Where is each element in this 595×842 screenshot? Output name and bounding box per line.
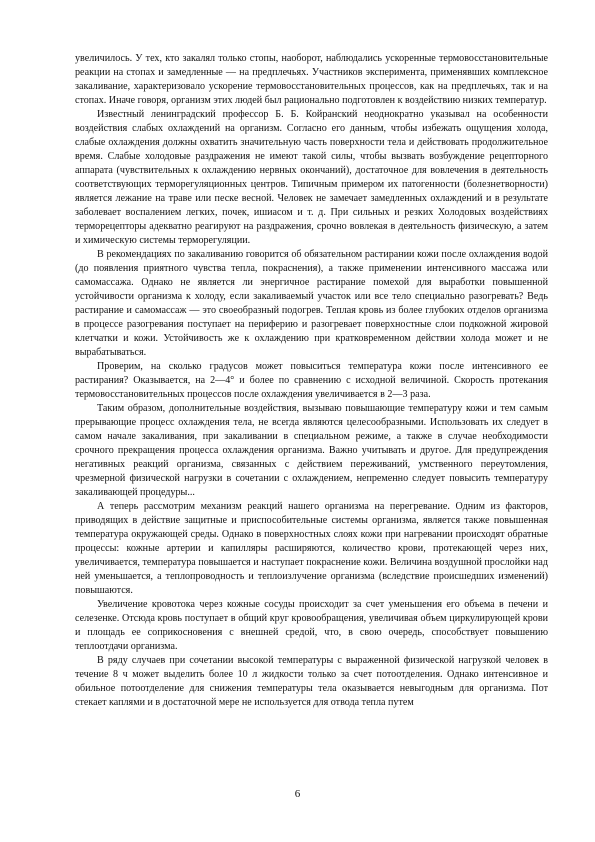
body-text <box>75 52 548 710</box>
page-number: 6 <box>294 788 301 800</box>
paragraph-5: Таким образом, дополнительные воздействия, вызываю повышающие температуру кожи и тем самым прерывающие процесс охлаждения тела, не всегда являются целесообразными. Использовать их следует в самом начале закаливания, при закаливании в специальном режиме, а также в случае необходимости срочного прекращения процесса охлаждения организма. Важно учитывать и другое. Для предупреждения негативных реакций организма, связанных с действием переживаний, умственного переутомления, чрезмерной физической нагрузки в сочетании с охлаждением, непременно следует повысить температуру закаливающей процедуры... <box>75 403 548 498</box>
paragraph-1: увеличилось. У тех, кто закалял только стопы, наоборот, наблюдались ускоренные термовосстановительные реакции на стопах и замедленные — на предплечьях. Участников эксперимента, применявших комплексное закаливание, характеризовало ускорение термовосстановительных процессов, как на предплечьях, так и на стопах. Иначе говоря, организм этих людей был рационально подготовлен к воздействию низких температур. <box>75 53 548 106</box>
paragraph-6: А теперь рассмотрим механизм реакций нашего организма на перегревание. Одним из факторов, приводящих в действие защитные и приспособительные системы организма, является также повышенная температура окружающей среды. Однако в поверхностных слоях кожи при нагревании происходят обратные процессы: кожные артерии и капилляры расширяются, количество крови, протекающей через них, увеличивается, температура повышается и наступает покраснение кожи. Величина воздушной прослойки над ней уменьшается, а теплопроводность и теплоизлучение организма (вследствие происшедших изменений) повышаются. <box>75 501 548 596</box>
paragraph-8: В ряду случаев при сочетании высокой температуры с выраженной физической нагрузкой человек в течение 8 ч может выделить более 10 л жидкости только за счет потоотделения. Однако интенсивное и обильное потоотделение для снижения температуры тела оказывается невыгодным для организма. Пот стекает каплями и в достаточной мере не используется для отвода тепла путем <box>75 655 548 708</box>
paragraph-2: Известный ленинградский профессор Б. Б. Койранский неоднократно указывал на особенности воздействия слабых охлаждений на организм. Согласно его данным, чтобы избежать ощущения холода, слабые охлаждения должны охватить значительную часть поверхности тела и действовать продолжительное время. Слабые холодовые раздражения не имеют такой силы, чтобы вызвать возбуждение рецепторного аппарата (чувствительных к охлаждению нервных окончаний), достаточное для вовлечения в деятельность соответствующих терморегуляционных центров. Типичным примером их патогенности (болезнетворности) является лежание на траве или песке весной. Человек не замечает замедленных охлаждений и в результате заболевает воспалением легких, почек, ишиасом и т. д. При сильных и резких Холодовых воздействиях терморецепторы адекватно реагируют на раздражения, срочно вовлекая в деятельность физическую, а затем и химическую системы терморегуляции. <box>75 109 548 246</box>
paragraph-4: Проверим, на сколько градусов может повыситься температура кожи после интенсивного ее растирания? Оказывается, на 2—4° и более по сравнению с исходной величиной. Скорость протекания термовосстановительных процессов после охлаждения увеличивается в 2—3 раза. <box>75 361 548 400</box>
paragraph-3: В рекомендациях по закаливанию говорится об обязательном растирании кожи после охлаждения водой (до появления приятного чувства тепла, покраснения), а также применении интенсивного массажа или самомассажа. Однако не является ли энергичное растирание помехой для выработки повышенной устойчивости организма к холоду, если закаливаемый участок или все тело специально разогревать? Ведь растирание и самомассаж — это своеобразный подогрев. Теплая кровь из более глубоких отделов организма в процессе разогревания поступает на периферию и разогревает поверхностные слои подкожной жировой клетчатки и кожи. Устойчивость же к охлаждению при кратковременном действии холода может и не вырабатываться. <box>75 249 548 358</box>
paragraph-7: Увеличение кровотока через кожные сосуды происходит за счет уменьшения его объема в печени и селезенке. Отсюда кровь поступает в общий круг кровообращения, увеличивая объем циркулирующей крови и площадь ее соприкосновения с внешней средой, что, в свою очередь, способствует повышению теплоотдачи организма. <box>75 599 548 652</box>
